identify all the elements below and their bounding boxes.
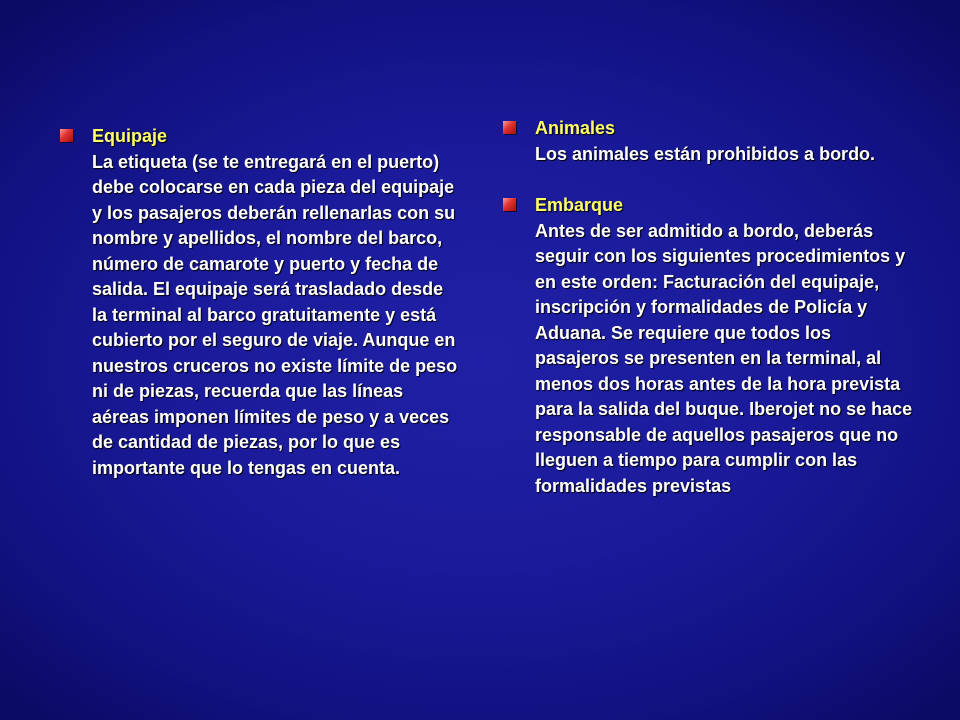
item-text: Antes de ser admitido a bordo, deberás seguir con los siguientes procedimientos y en este orden: Facturación del equipaje, inscripción y formalidades de Policía y Aduana. Se requiere que todos los pasajeros se presenten en la terminal, al menos dos horas antes de la hora prevista para la salida del buque. Iberojet no se hace responsable de aquellos pasajeros que no lleguen a tiempo para cumplir con las formalidades previstas [535, 220, 913, 496]
item-text: Los animales están prohibidos a bordo. [535, 143, 876, 164]
item-text: La etiqueta (se te entregará en el puerto) debe colocarse en cada pieza del equipaje y los pasajeros deberán rellenarlas con su nombre y apellidos, el nombre del barco, número de camarote y puerto y fecha de salida. El equipaje será trasladado desde la terminal al barco gratuitamente y está cubierto por el seguro de viaje. Aunque en nuestros cruceros no existe límite de peso ni de piezas, recuerda que las líneas aéreas imponen límites de peso y a veces de cantidad de piezas, por lo que es importante que lo tengas en cuenta. [92, 151, 458, 478]
item-heading: Embarque [535, 195, 624, 215]
item-heading: Animales [535, 118, 616, 138]
item-heading: Equipaje [92, 126, 168, 146]
bullet-square-icon [60, 129, 73, 142]
bullet-item-animales [503, 116, 913, 167]
bullet-square-icon [503, 121, 516, 134]
left-column [60, 124, 460, 507]
right-column [503, 116, 913, 525]
bullet-square-icon [503, 198, 516, 211]
bullet-item-embarque [503, 193, 913, 499]
bullet-item-equipaje [60, 124, 460, 481]
